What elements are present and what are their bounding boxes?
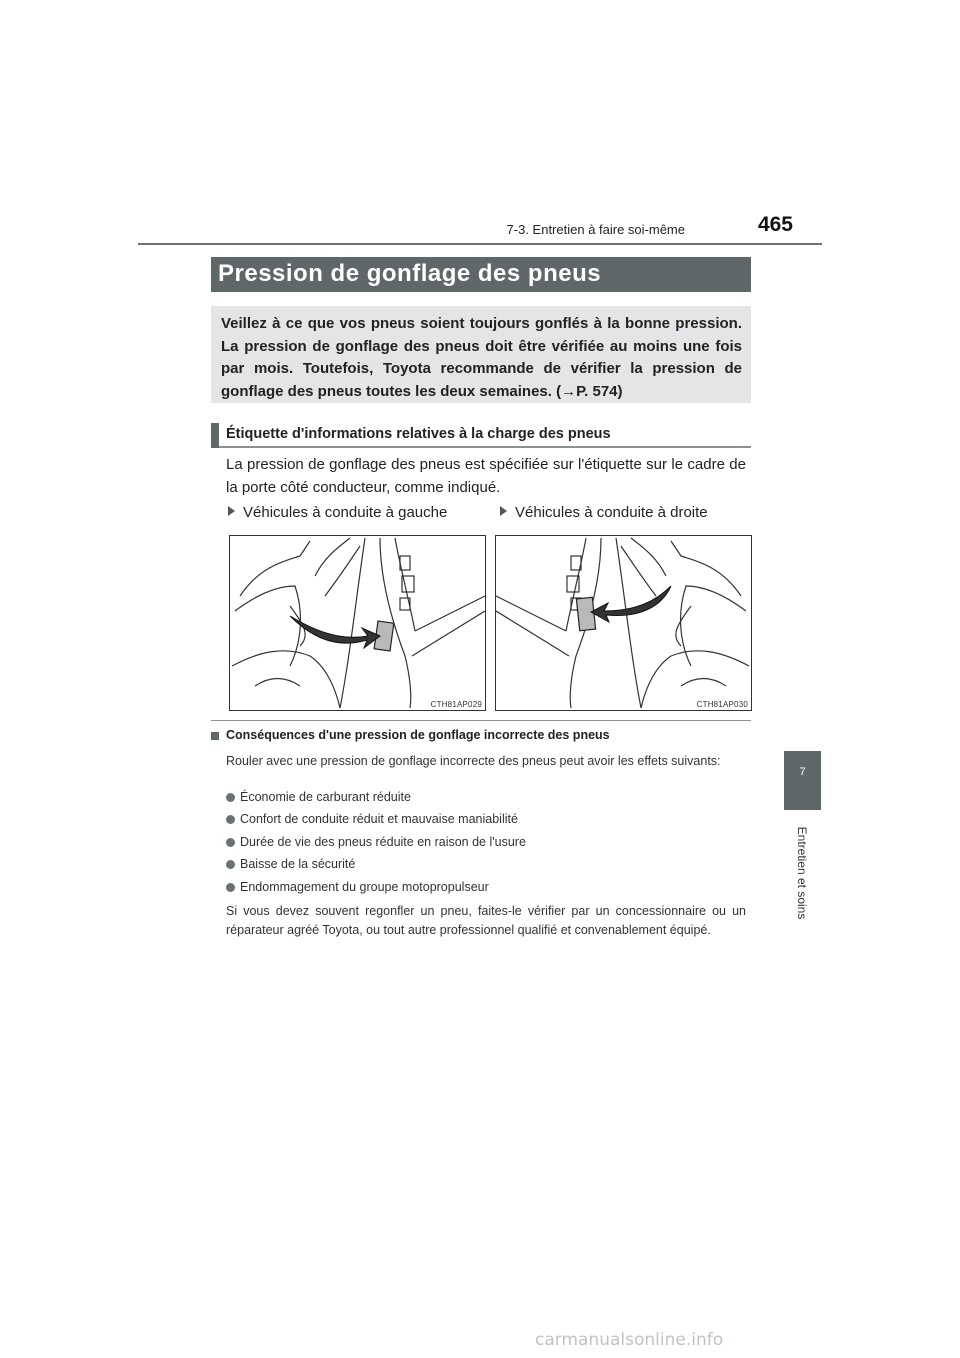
subsection-title: Étiquette d'informations relatives à la charge des pneus	[226, 426, 611, 442]
header-divider	[138, 243, 822, 245]
door-frame-illustration	[496, 536, 751, 710]
circle-bullet-icon	[226, 860, 235, 869]
page-number: 465	[757, 213, 793, 236]
chapter-tab	[784, 751, 821, 810]
section-divider	[211, 720, 751, 721]
variant-left-label: Véhicules à conduite à gauche	[243, 504, 448, 521]
subsection-marker	[211, 423, 219, 448]
variant-left-hand-drive	[228, 504, 447, 521]
circle-bullet-icon	[226, 793, 235, 802]
chapter-label: Entretien et soins	[795, 826, 809, 920]
watermark: carmanualsonline.info	[535, 1330, 724, 1350]
figure-right-door-frame	[495, 535, 752, 711]
triangle-bullet-icon	[228, 506, 235, 516]
consequences-title: Conséquences d'une pression de gonflage incorrecte des pneus	[226, 728, 610, 742]
figure-left-door-frame	[229, 535, 486, 711]
circle-bullet-icon	[226, 883, 235, 892]
consequences-outro: Si vous devez souvent regonfler un pneu, faites-le vérifier par un concessionnaire ou un réparateur agréé Toyota, ou tout autre professionnel qualifié et convenablement équipé.	[226, 904, 746, 937]
circle-bullet-icon	[226, 838, 235, 847]
figure-right-code: CTH81AP030	[696, 700, 748, 709]
list-item: Baisse de la sécurité	[226, 857, 355, 871]
list-item: Confort de conduite réduit et mauvaise maniabilité	[226, 812, 518, 826]
figure-left-code: CTH81AP029	[430, 700, 482, 709]
list-item: Durée de vie des pneus réduite en raison de l'usure	[226, 835, 526, 849]
list-item: Endommagement du groupe motopropulseur	[226, 880, 489, 894]
chapter-number: 7	[799, 766, 806, 778]
variant-right-hand-drive	[500, 504, 708, 521]
door-frame-illustration	[230, 536, 485, 710]
circle-bullet-icon	[226, 815, 235, 824]
header-section-title: 7-3. Entretien à faire soi-même	[506, 222, 685, 237]
page-title: Pression de gonflage des pneus	[218, 260, 602, 287]
square-bullet-icon	[211, 732, 219, 740]
triangle-bullet-icon	[500, 506, 507, 516]
subsection-underline	[219, 446, 751, 448]
variant-right-label: Véhicules à conduite à droite	[515, 504, 708, 521]
consequences-intro: Rouler avec une pression de gonflage incorrecte des pneus peut avoir les effets suivants:	[226, 754, 721, 768]
intro-text: Veillez à ce que vos pneus soient toujours gonflés à la bonne pression. La pression de gonflage des pneus doit être vérifiée au moins une fois par mois. Toutefois, Toyota recommande de vérifier la pression de gonflage des pneus toutes les deux semaines. (→P. 574)	[221, 315, 742, 400]
subsection-body: La pression de gonflage des pneus est spécifiée sur l'étiquette sur le cadre de la porte côté conducteur, comme indiqué.	[226, 456, 746, 496]
list-item: Économie de carburant réduite	[226, 790, 411, 804]
